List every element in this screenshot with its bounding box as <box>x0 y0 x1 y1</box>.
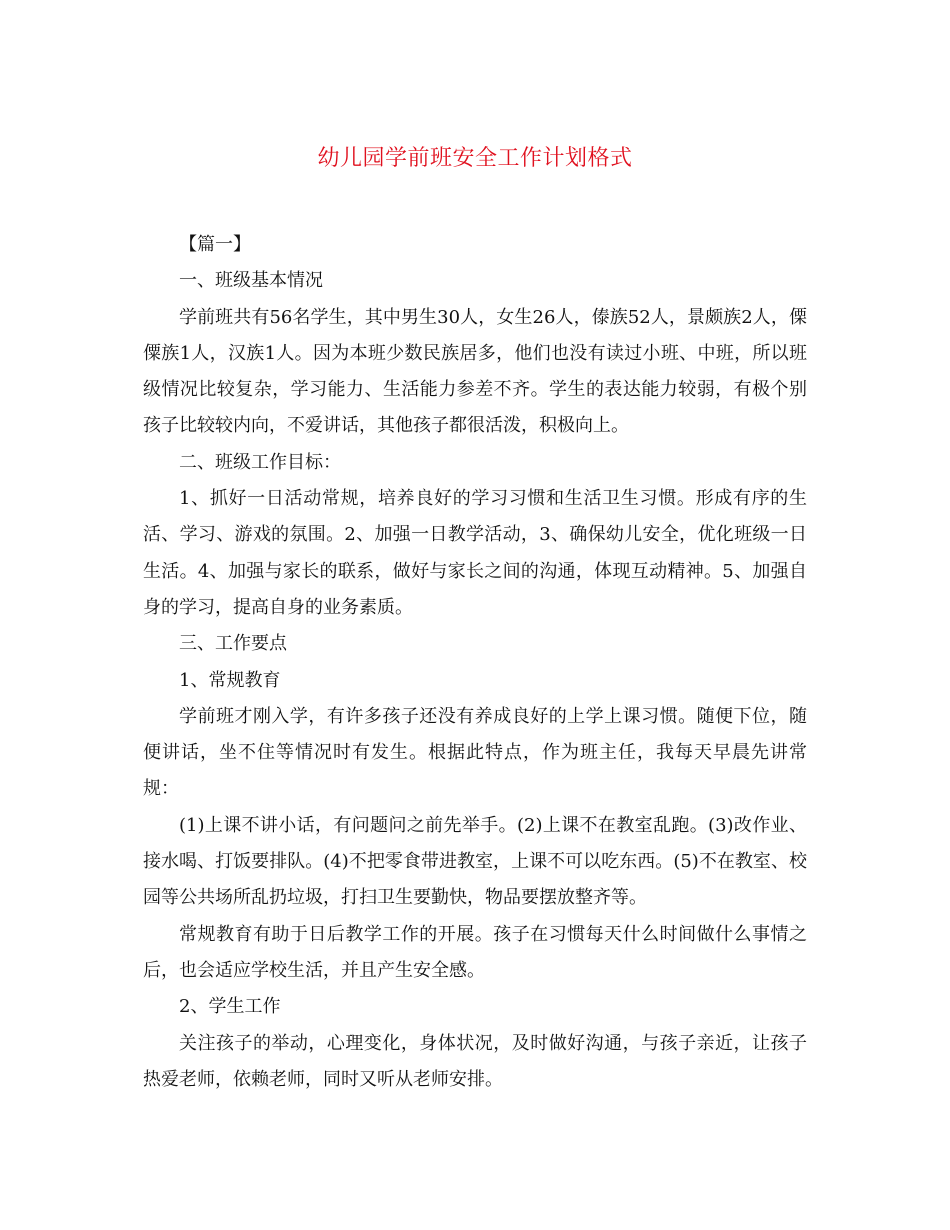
document-title: 幼儿园学前班安全工作计划格式 <box>317 146 633 171</box>
paragraph-class-overview: 学前班共有56名学生，其中男生30人，女生26人，傣族52人，景颇族2人，傈僳族1人，汉族1人。因为本班少数民族居多，他们也没有读过小班、中班，所以班级情况比较复杂，学习能力、生活能力参差不齐。学生的表达能力较弱，有极个别孩子比较较内向，不爱讲话，其他孩子都很活泼，积极向上。 <box>143 306 807 437</box>
paragraph-routine-rules: (1)上课不讲小话，有问题问之前先举手。(2)上课不在教室乱跑。(3)改作业、接水喝、打饭要排队。(4)不把零食带进教室，上课不可以吃东西。(5)不在教室、校园等公共场所乱扔垃圾，打扫卫生要勤快，物品要摆放整齐等。 <box>143 814 807 909</box>
paragraph-work-goals: 1、抓好一日活动常规，培养良好的学习习惯和生活卫生习惯。形成有序的生活、学习、游戏的氛围。2、加强一日教学活动，3、确保幼儿安全，优化班级一日生活。4、加强与家长的联系，做好与家长之间的沟通，体现互动精神。5、加强自身的学习，提高自身的业务素质。 <box>143 488 807 618</box>
paragraph-routine-education: 学前班才刚入学，有许多孩子还没有养成良好的上学上课习惯。随便下位，随便讲话，坐不住等情况时有发生。根据此特点，作为班主任，我每天早晨先讲常规： <box>143 705 807 800</box>
section-heading-key-points: 三、工作要点 <box>179 633 287 655</box>
section-heading-work-goals: 二、班级工作目标： <box>179 451 341 473</box>
subheading-routine-education: 1、常规教育 <box>179 669 281 691</box>
section-heading-class-overview: 一、班级基本情况 <box>179 270 323 292</box>
document-body <box>143 227 807 1098</box>
paragraph-routine-benefits: 常规教育有助于日后教学工作的开展。孩子在习惯每天什么时间做什么事情之后，也会适应学校生活，并且产生安全感。 <box>143 923 807 981</box>
section-heading-part-one: 【篇一】 <box>179 234 251 255</box>
paragraph-student-work: 关注孩子的举动，心理变化，身体状况，及时做好沟通，与孩子亲近，让孩子热爱老师，依赖老师，同时又听从老师安排。 <box>143 1032 807 1090</box>
subheading-student-work: 2、学生工作 <box>179 996 281 1018</box>
